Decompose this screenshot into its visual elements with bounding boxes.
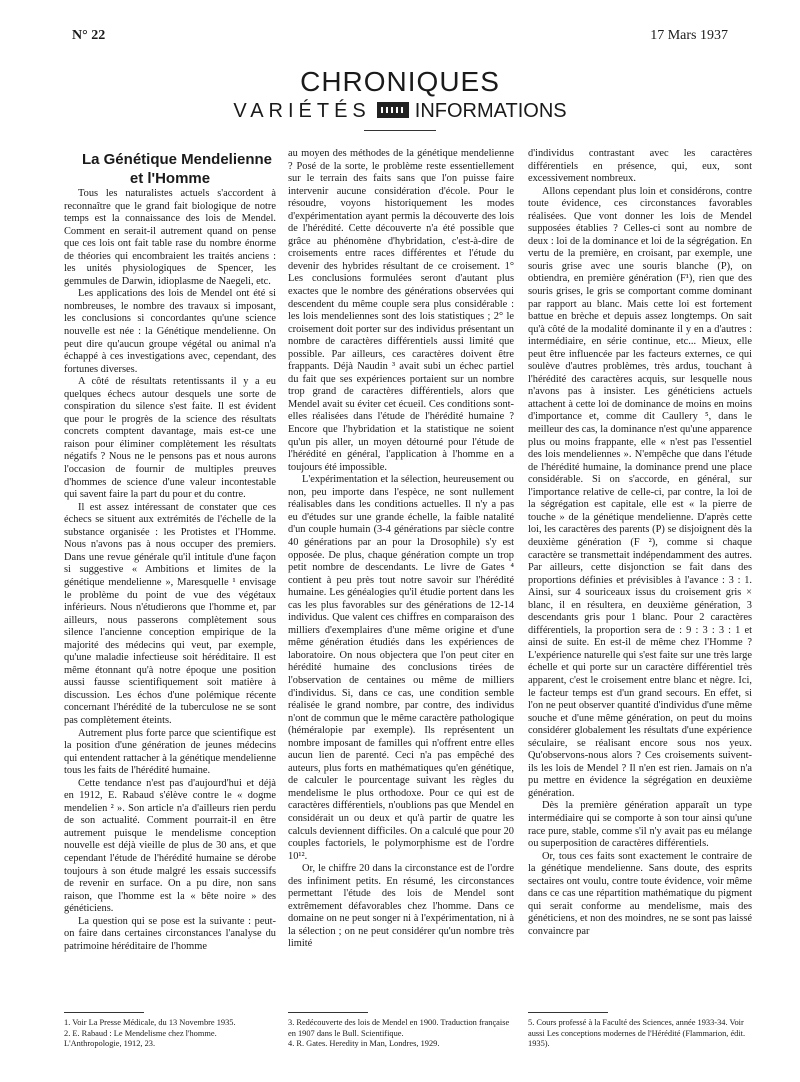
article-column-2 [288, 148, 514, 951]
paragraph: Or, tous ces faits sont exactement le contraire de la génétique mendelienne. Sans doute, des esprits sectaires ont voulu, contre toute évidence, voir même dans ce cas une répartition mathématique du pigment qui serait conforme au mendelisme, mais des généticiens, et non des moindres, ne se sont pas laissé convaincre par [528, 850, 752, 937]
paragraph: A côté de résultats retentissants il y a eu quelques échecs autour desquels une sorte de conspiration du silence s'est faite. Il est évident que pour le progrès de la science des résultats concrets comptent davantage, mais est-ce une raison pour éliminer complètement les résultats négatifs ? Nous ne le pensons pas et nous aurons l'occasion de fournir de multiples preuves d'hommes de science d'une valeur incontestable qui savent faire la part du pour et du contre. [64, 376, 276, 501]
issue-number: N° 22 [72, 28, 106, 43]
footnote: 3. Redécouverte des lois de Mendel en 1900. Traduction française en 1907 dans le Bull. Scientifique. [288, 1018, 510, 1038]
paragraph: Cette tendance n'est pas d'aujourd'hui et déjà en 1912, E. Rabaud s'élève contre le « dogme mendelien ² ». Son article n'a d'ailleurs rien perdu de son actualité. Comment pourrait-il en être autrement puisque le mendelisme conception nouvelle est déjà vieille de plus de 30 ans, et que cependant l'étude de l'hérédité humaine se dérobe toujours à son étude malgré les essais successifs de revenir en surface. On a pu dire, non sans raison, que l'homme est la « bête noire » des généticiens. [64, 777, 276, 915]
paragraph: Autrement plus forte parce que scientifique est la position d'une génération de jeunes médecins qui entendent rattacher à la génétique mendelienne tous les faits de l'hérédité humaine. [64, 727, 276, 777]
footnotes-column-2 [288, 1018, 514, 1050]
article-title-line2: et l'Homme [129, 170, 211, 187]
page-header [72, 28, 728, 48]
footnote: 5. Cours professé à la Faculté des Sciences, année 1933-34. Voir aussi Les conceptions modernes de l'Hérédité (Flammarion, édit. 1935). [528, 1018, 746, 1048]
footnotes-column-3 [528, 1018, 752, 1050]
footnote: 1. Voir La Presse Médicale, du 13 Novembre 1935. [64, 1018, 236, 1027]
footnote: 4. R. Gates. Heredity in Man, Londres, 1929. [288, 1039, 440, 1048]
paragraph: d'individus contrastant avec les caractères différentiels en présence, qui, eux, sont excessivement nombreux. [528, 148, 752, 185]
paragraph: Tous les naturalistes actuels s'accordent à reconnaître que le grand fait biologique de notre temps est la connaissance des lois de Mendel. Comment en serait-il autrement quand on pense que ces lois ont fait table rase du nombre énorme de théories qui encombraient les traités anciens : les unités physiologiques de Spencer, les gemmules de Darwin, idioplasme de Naegeli, etc. [64, 188, 276, 287]
article-title-line1: La Génétique Mendelienne [81, 151, 273, 168]
article-column-3 [528, 148, 752, 938]
masthead-right: INFORMATIONS [414, 100, 567, 122]
footnotes-column-1 [64, 1018, 276, 1050]
paragraph: Les applications des lois de Mendel ont été si nombreuses, le nombre des travaux si imposant, les conclusions si concordantes qu'une science nouvelle est née : la Génétique mendelienne. On peut dire qu'aucun groupe végétal ou animal n'a échappé à ces investigations avec, cependant, des fortunes diverses. [64, 288, 276, 375]
paragraph: au moyen des méthodes de la génétique mendelienne ? Posé de la sorte, le problème reste essentiellement sur le terrain des faits sans que l'on puisse faire intervenir aucune considération d'école. Pour le résoudre, voyons historiquement les modes d'expérimentation ayant permis la découverte des lois de l'hérédité. Cette découverte n'a été possible que grâce au phénomène d'hybridation, c'est-à-dire de croisements entre races différentes et l'étude du devenir des hybrides résultant de ce croisement. 1° Les conclusions formulées seront d'autant plus exactes que le nombre des générations observées qui descendent du même couple sera plus considérable : les lois mendeliennes sont des lois statistiques ; 2° le croisement doit porter sur des individus présentant un nombre de caractères différentiels aussi limité que possible. Par ailleurs, ces caractères doivent être frappants. Déjà Naudin ³ avait subi un échec partiel du fait que ses expériences portaient sur un nombre trop grand de caractères différentiels, alors que Mendel avait su éviter cet écueil. Ces conditions sont-elles réalisées dans l'étude de l'hérédité humaine ? Encore que l'hybridation et la statistique ne soient qu'un pis aller, un moyen détourné pour l'étude de l'hérédité en général, l'application à l'homme en a toujours été impossible. [288, 148, 514, 473]
footnote: 2. E. Rabaud : Le Mendelisme chez l'homme. L'Anthropologie, 1912, 23. [64, 1028, 217, 1048]
masthead-left: VARIÉTÉS [233, 100, 371, 122]
footnote-rule [288, 1012, 368, 1013]
issue-date: 17 Mars 1937 [650, 28, 728, 43]
paragraph: Dès la première génération apparaît un type intermédiaire qui se comporte à son tour ainsi qu'une race pure, stable, comme s'il n'y avait pas eu mélange ou superposition de caractères différentiels. [528, 800, 752, 850]
article-column-1 [64, 150, 276, 953]
masthead-subtitle [0, 100, 800, 123]
paragraph: Or, le chiffre 20 dans la circonstance est de l'ordre des infiniment petits. En résumé, les circonstances permettant l'étude des lois de Mendel sont extrêmement défavorables chez l'homme. Dans ce domaine on ne peut songer ni à l'expérimentation, ni à la sélection ; on ne peut considérer qu'un nombre très limité [288, 863, 514, 950]
masthead-title: CHRONIQUES [300, 66, 500, 97]
article-title [64, 150, 276, 188]
paragraph: L'expérimentation et la sélection, heureusement ou non, peu importe dans l'espèce, ne sont nullement réalisables dans les conditions actuelles. Il n'y a pas eu d'études sur une grande échelle, la faible natalité d'un couple humain (3-4 générations par siècle contre 40 générations par an pour la Drosophile) s'y est opposée. De plus, chaque génération compte un trop petit nombre de descendants. Le livre de Gates ⁴ contient à peu près tout notre savoir sur l'hérédité humaine. Les généalogies qu'il étudie portent dans les cas les plus favorables sur des générations de 12-14 individus. Que valent ces chiffres en comparaison des milliers d'exemplaires d'une même origine et d'une même génération étudiés dans les expériences de laboratoire. On nous objectera que l'on peut citer en hérédité humaine des conclusions tirées de l'observation de centaines ou même de milliers d'individus. Si, dans ce cas, une condition semble réalisée le grand nombre, par contre, des individus n'ont de commun que le même caractère pathologique (héméralopie par exemple). Ils représentent un nombre imposant de familles qui n'offrent entre elles aucun lien de parenté. Ceci n'a pas empêché des auteurs, plus forts en mathématiques qu'en génétique, de calculer le pourcentage suivant les règles du mendelisme le plus orthodoxe. Pour ce qui est de caractères différentiels, n'oublions pas que Mendel en considérait un ou deux et qu'à partir de quatre les calculs deviennent difficiles. On a calculé que pour 20 couples factoriels, le polymorphisme est de l'ordre 10¹². [288, 474, 514, 862]
paragraph: La question qui se pose est la suivante : peut-on faire dans certaines circonstances l'analyse du patrimoine héréditaire de l'homme [64, 915, 276, 952]
ornament-icon [377, 102, 409, 118]
paragraph: Il est assez intéressant de constater que ces échecs se situent aux extrémités de l'échelle de la substance organisée : les Protistes et l'Homme. Nous n'avons pas à nous occuper des premiers. Dans une revue générale qu'il intitule d'une façon si suggestive « Ambitions et limites de la génétique mendelienne », Maresquelle ¹ envisage le problème du point de vue des végétaux inférieurs. Nous n'étudierons que l'homme et, par ailleurs, nous passerons complètement sous silence l'ancienne conception empirique de la majorité des médecins qui veut, par exemple, qu'une maladie infectieuse soit héréditaire. Il est même étonnant qu'à notre époque une position aussi fausse scientifiquement soit matière à discussion. Les échos d'une polémique récente concernant l'hérédité de la tuberculose ne se sont pas complètement éteints. [64, 501, 276, 726]
paragraph: Allons cependant plus loin et considérons, contre toute évidence, ces circonstances favorables réalisées. Que vont donner les lois de Mendel supposées établies ? Celles-ci sont au nombre de deux : loi de la dominance et loi de la ségrégation. En vertu de la première, en croisant, par exemple, une souris grise avec une souris blanche (P), on obtiendra, en première génération (F¹), rien que des souris grises, le gris se comportant comme dominant par rapport au blanc. Mais cette loi est fortement battue en brèche et depuis assez longtemps. On sait qu'à côté de la modalité dominante il y en a d'autres : intermédiaire, en série continue, etc... Mieux, elle peut être influencée par les facteurs externes, ce qui soulève d'autres problèmes, très ardus, touchant à l'hérédité des caractères acquis, sur lesquelle nous n'avons pas à insister. Les généticiens actuels attachent à cette loi de dominance de moins en moins d'importance et, comme dit Caullery ⁵, dans le meilleur des cas, la dominance n'est qu'une apparence plus ou moins frappante, elle « n'est pas l'essentiel des lois mendeliennes ». N'empêche que dans l'étude de l'hérédité humaine, la dominance prend une place considérable. Si on s'accorde, en général, sur l'importance relative de celle-ci, par contre, la loi de la ségrégation est capitale, elle est « la pierre de touche » de la génétique mendelienne. D'après cette loi, les caractères des parents (P) se disjoignent dès la deuxième génération (F ²), comme si chaque caractère se transmettait indépendamment des autres. Par ailleurs, cette disjonction se fait dans des proportions définies et prévisibles à l'avance : 3 : 1. Ainsi, sur 4 souriceaux issus du croisement gris × blanc, il en résultera, en deuxième génération, 3 descendants gris pour 1 blanc. Pour 2 caractères différentiels, la proportion sera de : 9 : 3 : 3 : 1 et ainsi de suite. En est-il de même chez l'Homme ? L'expérience naturelle qui s'est faite sur une très large échelle et qui porte sur un caractère différentiel très apparent, c'est le croisement entre blanc et nègre. Ici, le facteur temps est d'un grand secours. En effet, si l'on ne peut observer quantité d'individus d'une même souche et d'une même génération, on peut du moins considérer globalement les résultats d'une expérience séculaire, se réalisant encore sous nos yeux. Qu'observons-nous alors ? Ces croisements suivent-ils les lois de Mendel ? Il n'en est rien. Jamais on n'a pu mettre en évidence la ségrégation en deuxième génération. [528, 185, 752, 799]
footnote-rule [64, 1012, 144, 1013]
footnote-rule [528, 1012, 608, 1013]
masthead-rule [364, 130, 436, 131]
